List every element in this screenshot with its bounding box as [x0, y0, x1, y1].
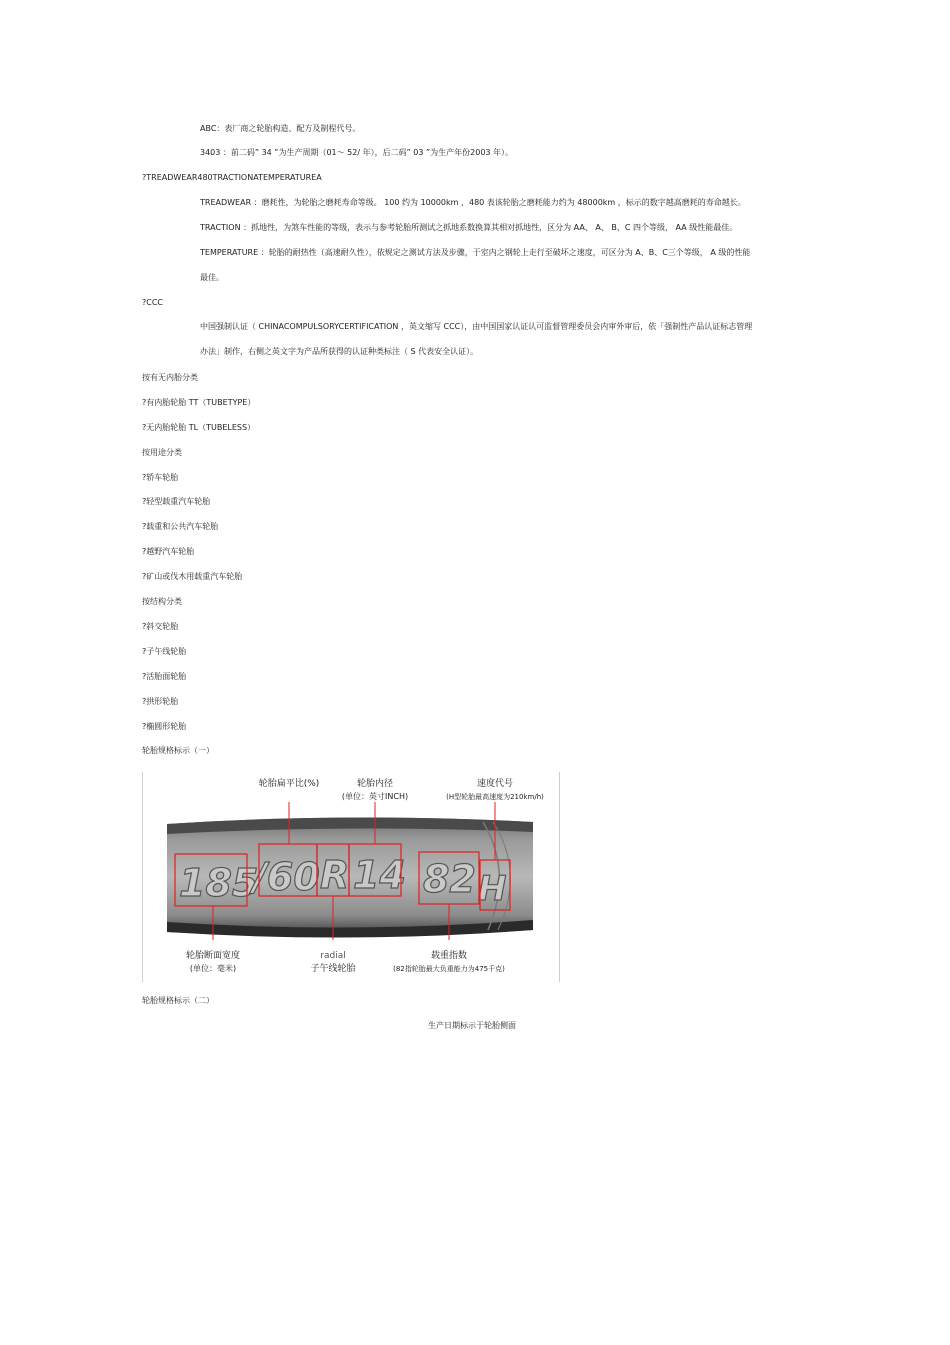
- section-heading-structure: 按结构分类: [142, 597, 182, 606]
- tire-text-speed: H: [478, 869, 507, 909]
- ccc-line-2: 办法」制作，右侧之英文字为产品所获得的认证种类标注（ S 代表安全认证）。: [200, 347, 479, 356]
- list-item: ?活胎面轮胎: [142, 672, 187, 681]
- ccc-heading: ?CCC: [142, 298, 164, 307]
- list-item: ?矿山或伐木用载重汽车轮胎: [142, 572, 243, 581]
- label-width-unit: (单位：毫米): [189, 964, 237, 973]
- label-rim-diameter-unit: (单位：英寸INCH): [341, 792, 409, 801]
- figure2-caption: 轮胎规格标示（二）: [142, 996, 214, 1005]
- list-item: ?越野汽车轮胎: [142, 547, 195, 556]
- label-radial-cn: 子午线轮胎: [310, 964, 356, 974]
- tire-text-rim: 14: [353, 853, 406, 897]
- list-item: ?载重和公共汽车轮胎: [142, 522, 219, 531]
- section-heading-tube: 按有无内胎分类: [142, 373, 198, 382]
- treadwear-line: TREADWEAR ：磨耗性，为轮胎之磨耗寿命等级。 100 约为 10000km ，480 表该轮胎之磨耗能力约为 48000km ，标示的数字越高磨耗的寿命越长。: [200, 198, 746, 207]
- temperature-line-1: TEMPERATURE ：轮胎的耐热性（高速耐久性），依规定之测试方法及步骤，于室内之钢轮上走行至破坏之速度，可区分为 A、B、C三个等级， A 级的性能: [200, 248, 751, 257]
- label-load-index-note: (82指轮胎最大负重能力为475千克): [393, 965, 505, 973]
- abc-line: ABC：表厂商之轮胎构造、配方及制程代号。: [200, 124, 361, 133]
- label-speed-code-note: (H型轮胎最高速度为210km/h): [446, 793, 544, 801]
- list-item: ?无内胎轮胎 TL（TUBELESS）: [142, 423, 256, 432]
- tire-text-ratio: /60: [253, 855, 320, 899]
- figure2-subcaption: 生产日期标示于轮胎侧面: [428, 1021, 516, 1030]
- tire-spec-figure: [142, 772, 560, 982]
- ccc-line-1: 中国强制认证（ CHINACOMPULSORYCERTIFICATION ，英文缩写 CCC），由中国国家认证认可监督管理委员会内审外审后，依「强制性产品认证标志管理: [200, 322, 753, 331]
- list-item: ?轿车轮胎: [142, 473, 179, 482]
- date-code-line: 3403 ：前二码” 34 ”为生产周期（01～ 52/ 年），后二码” 03 ”为生产年份2003 年）。: [200, 148, 514, 157]
- tire-text-width: 185: [179, 861, 259, 905]
- list-item: ?子午线轮胎: [142, 647, 187, 656]
- figure1-caption: 轮胎规格标示（一）: [142, 746, 214, 755]
- label-load-index: 载重指数: [430, 951, 468, 961]
- label-rim-diameter: 轮胎内径: [356, 779, 394, 789]
- list-item: ?斜交轮胎: [142, 622, 179, 631]
- temperature-line-2: 最佳。: [200, 273, 224, 282]
- list-item: ?椭圆形轮胎: [142, 722, 187, 731]
- label-width: 轮胎断面宽度: [185, 951, 241, 961]
- list-item: ?拱形轮胎: [142, 697, 179, 706]
- list-item: ?有内胎轮胎 TT（TUBETYPE）: [142, 398, 256, 407]
- list-item: ?轻型载重汽车轮胎: [142, 497, 211, 506]
- tire-text-load: 82: [423, 857, 476, 901]
- utqg-heading: ?TREADWEAR480TRACTIONATEMPERATUREA: [142, 173, 322, 182]
- label-radial: radial: [320, 951, 346, 961]
- section-heading-usage: 按用途分类: [142, 448, 182, 457]
- tire-text-radial: R: [320, 853, 350, 897]
- label-speed-code: 速度代号: [476, 779, 514, 789]
- traction-line: TRACTION ：抓地性，为煞车性能的等级，表示与参考轮胎所测试之抓地系数换算其相对抓地性，区分为 AA、 A、 B、C 四个等级， AA 级性能最佳。: [200, 223, 738, 232]
- label-aspect-ratio: 轮胎扁平比(%): [258, 779, 320, 789]
